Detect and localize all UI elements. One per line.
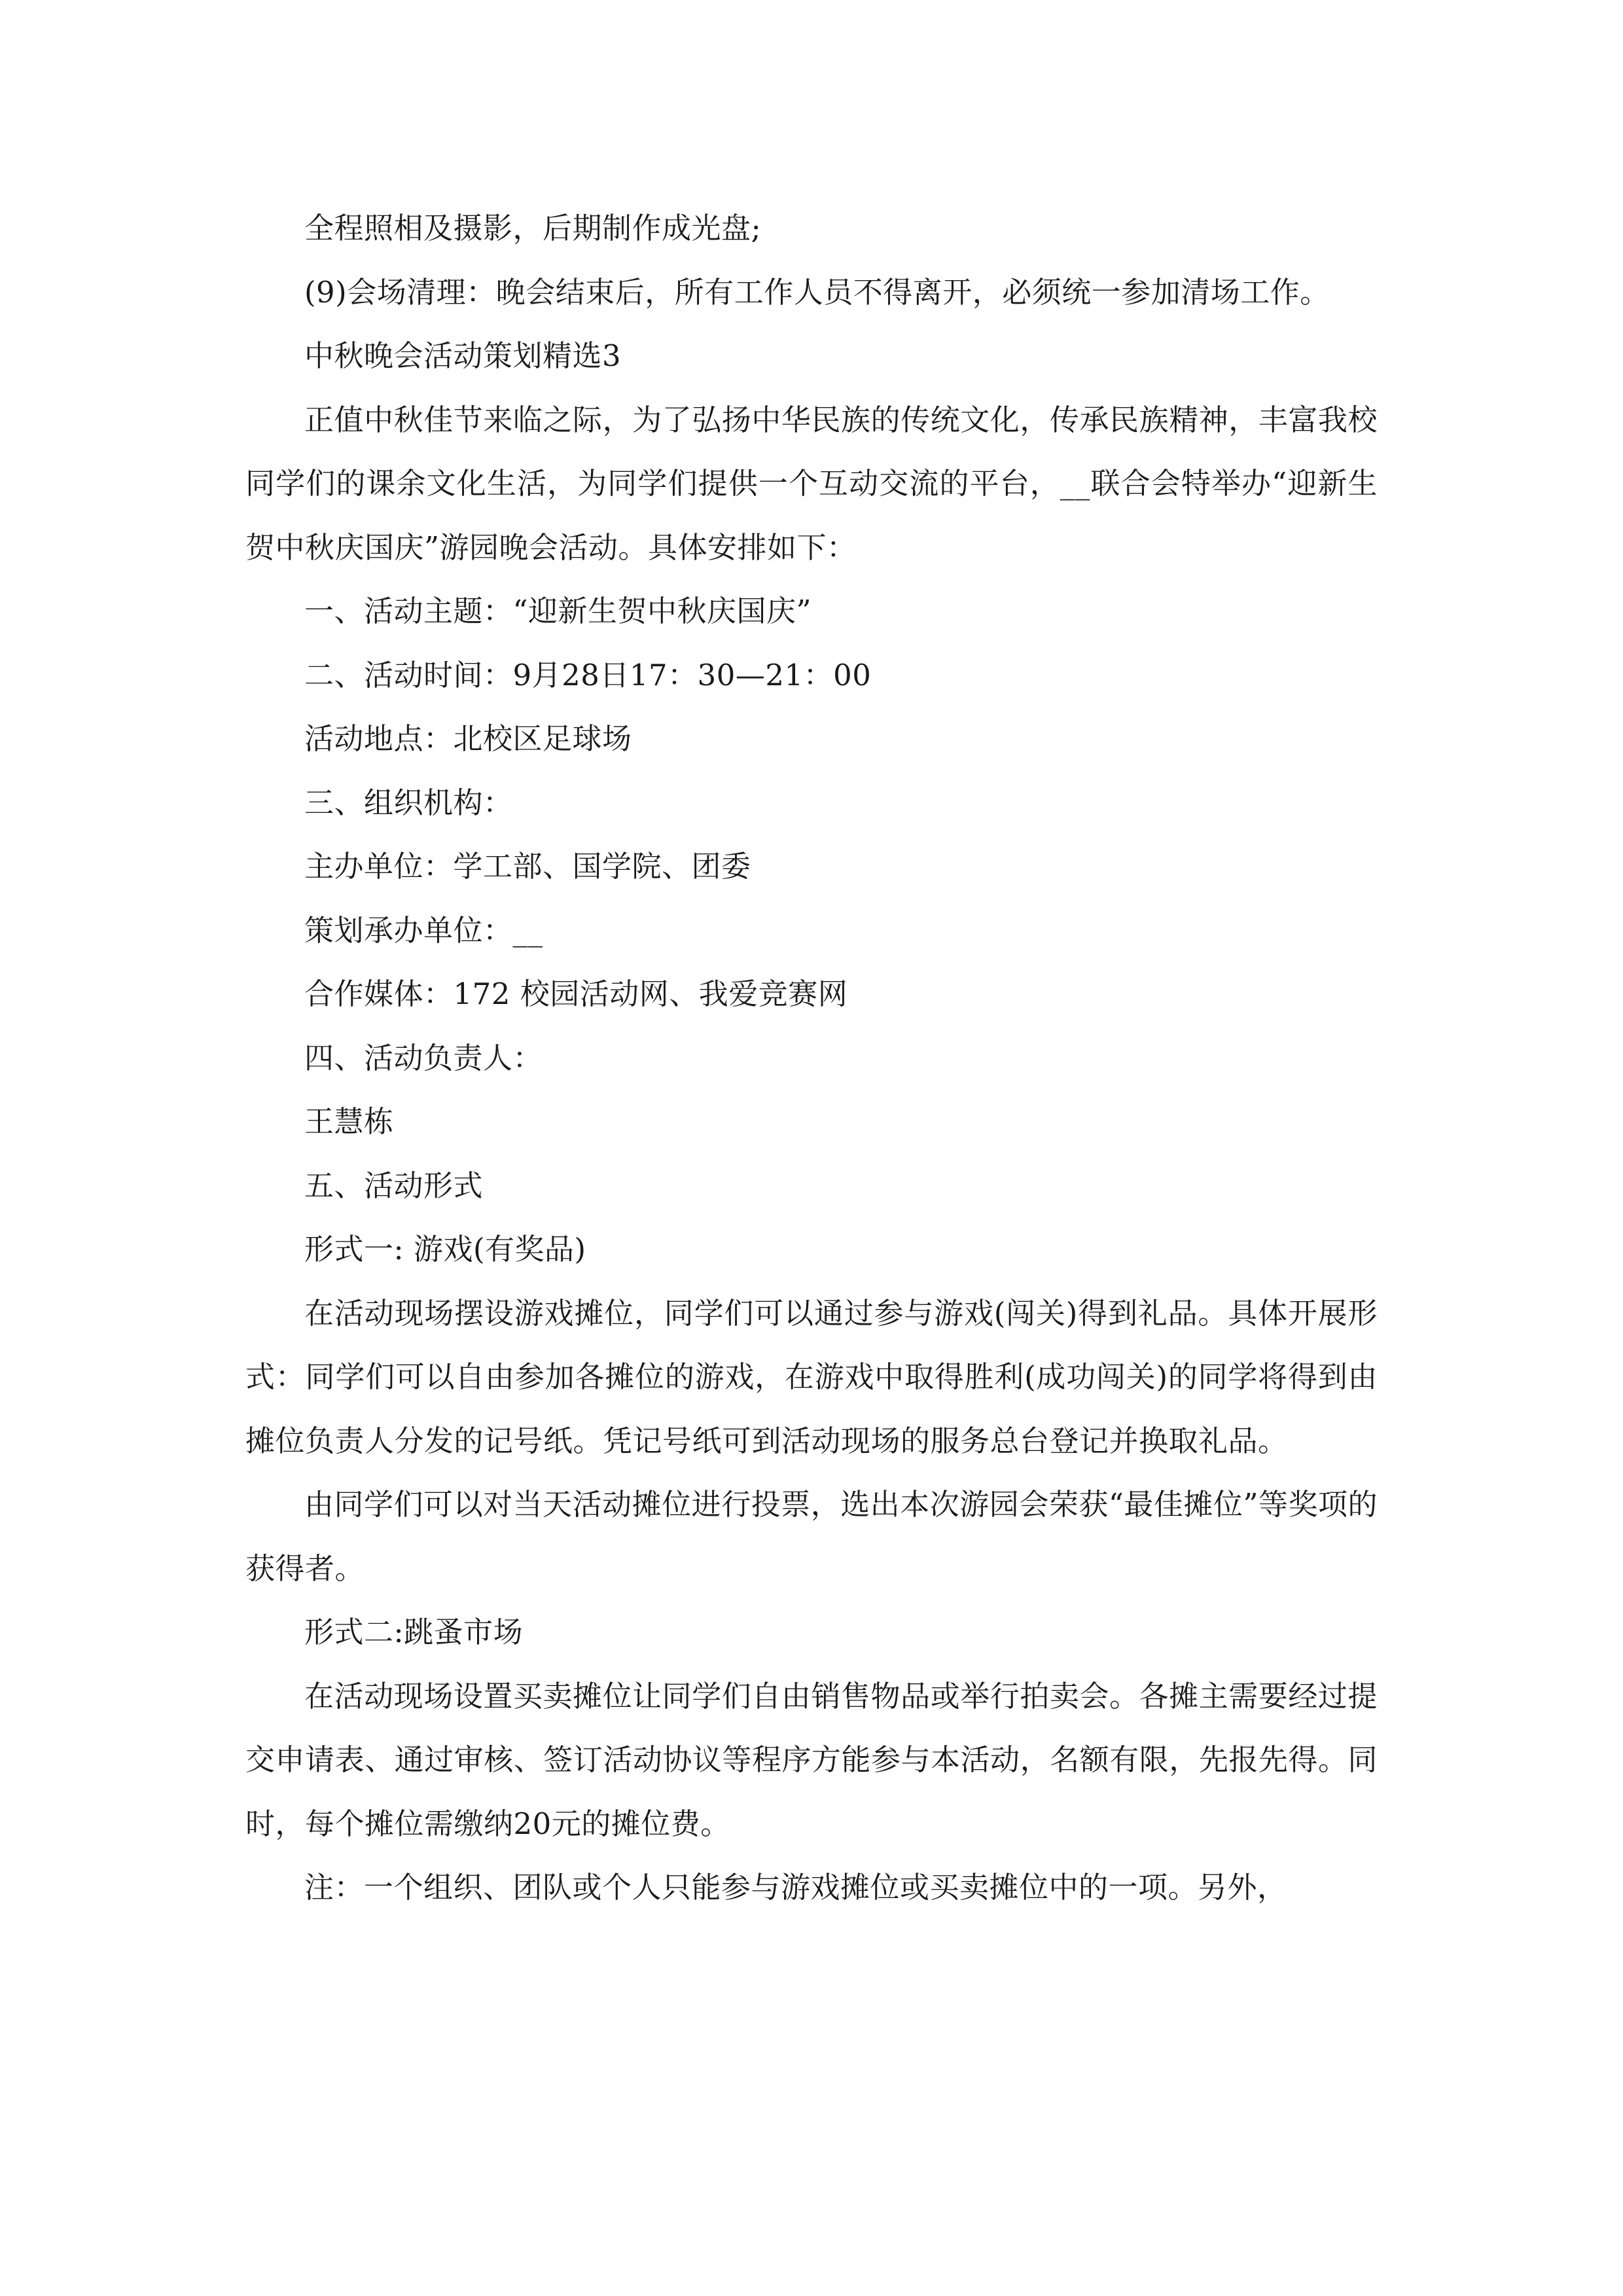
paragraph-host: 主办单位：学工部、国学院、团委 xyxy=(304,849,751,884)
paragraph-leader-name: 王慧栋 xyxy=(304,1104,394,1139)
paragraph-flea-market: 在活动现场设置买卖摊位让同学们自由销售物品或举行拍卖会。各摊主需要经过提交申请表、通过审核、签订活动协议等程序方能参与本活动，名额有限，先报先得。同时，每个摊位需缴纳20元的摊位费。 xyxy=(245,1678,1378,1841)
paragraph-game-details: 在活动现场摆设游戏摊位，同学们可以通过参与游戏(闯关)得到礼品。具体开展形式：同学们可以自由参加各摊位的游戏，在游戏中取得胜利(成功闯关)的同学将得到由摊位负责人分发的记号纸。凭记号纸可到活动现场的服务总台登记并换取礼品。 xyxy=(245,1295,1378,1458)
paragraph-intro: 正值中秋佳节来临之际，为了弘扬中华民族的传统文化，传承民族精神，丰富我校同学们的课余文化生活，为同学们提供一个互动交流的平台，__联合会特举办“迎新生贺中秋庆国庆”游园晚会活动。具体安排如下： xyxy=(245,402,1378,565)
paragraph-format-heading: 五、活动形式 xyxy=(304,1168,484,1203)
paragraph-format-two: 形式二:跳蚤市场 xyxy=(304,1615,524,1649)
paragraph-organization-heading: 三、组织机构： xyxy=(304,785,513,820)
section-heading-plan-3: 中秋晚会活动策划精选3 xyxy=(304,338,622,373)
paragraph-location: 活动地点：北校区足球场 xyxy=(304,721,632,756)
paragraph-time: 二、活动时间：9月28日17：30—21：00 xyxy=(304,657,872,692)
paragraph-media: 合作媒体：172 校园活动网、我爱竞赛网 xyxy=(304,977,848,1011)
paragraph-organizer: 策划承办单位：__ xyxy=(304,912,543,948)
paragraph-note: 注：一个组织、团队或个人只能参与游戏摊位或买卖摊位中的一项。另外， xyxy=(304,1870,1287,1905)
paragraph-format-one: 形式一: 游戏(有奖品) xyxy=(304,1232,586,1266)
paragraph-leader-heading: 四、活动负责人： xyxy=(304,1040,543,1075)
document-body xyxy=(245,196,1378,1920)
paragraph-photography: 全程照相及摄影，后期制作成光盘; xyxy=(304,211,762,245)
paragraph-voting: 由同学们可以对当天活动摊位进行投票，选出本次游园会荣获“最佳摊位”等奖项的获得者。 xyxy=(245,1487,1378,1586)
paragraph-venue-cleanup: (9)会场清理：晚会结束后，所有工作人员不得离开，必须统一参加清场工作。 xyxy=(304,274,1330,310)
paragraph-theme: 一、活动主题：“迎新生贺中秋庆国庆” xyxy=(304,594,812,628)
